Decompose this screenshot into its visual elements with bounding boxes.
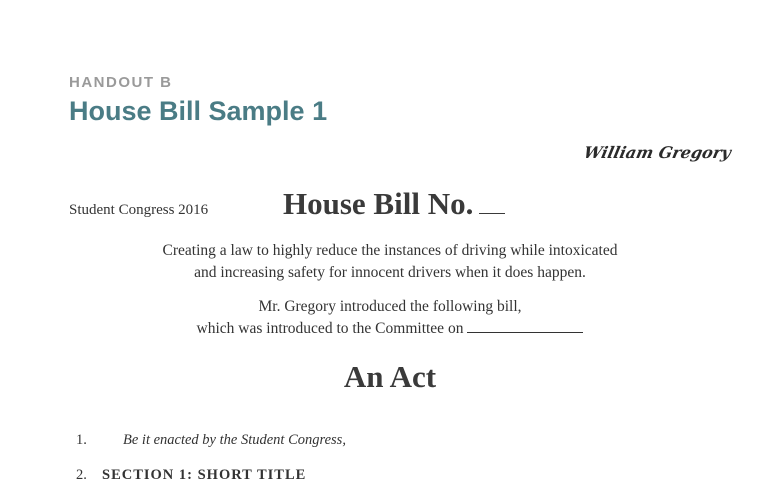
summary-line-2: and increasing safety for innocent drivers when it does happen. bbox=[194, 264, 586, 281]
intro-line-1: Mr. Gregory introduced the following bill, bbox=[258, 298, 522, 315]
line-text: SECTION 1: SHORT TITLE bbox=[102, 467, 307, 483]
bill-introduction bbox=[0, 296, 780, 340]
bill-summary bbox=[0, 240, 780, 284]
intro-line-2-text: which was introduced to the Committee on bbox=[196, 320, 464, 337]
bill-line bbox=[76, 467, 306, 484]
line-text: Be it enacted by the Student Congress, bbox=[123, 432, 346, 448]
bill-title bbox=[283, 186, 505, 222]
committee-blank bbox=[467, 331, 583, 333]
handout-label: HANDOUT B bbox=[69, 74, 173, 91]
line-number: 2. bbox=[76, 467, 87, 483]
bill-title-text: House Bill No. bbox=[283, 186, 474, 221]
signature: William Gregory bbox=[581, 143, 733, 162]
act-title: An Act bbox=[343, 359, 437, 394]
session-label: Student Congress 2016 bbox=[69, 202, 209, 218]
intro-line-2 bbox=[0, 318, 780, 340]
handout-title: House Bill Sample 1 bbox=[69, 96, 328, 126]
bill-line bbox=[76, 432, 346, 449]
bill-number-blank bbox=[479, 212, 505, 214]
line-number: 1. bbox=[76, 432, 87, 448]
summary-line-1: Creating a law to highly reduce the instances of driving while intoxicated bbox=[162, 242, 618, 259]
